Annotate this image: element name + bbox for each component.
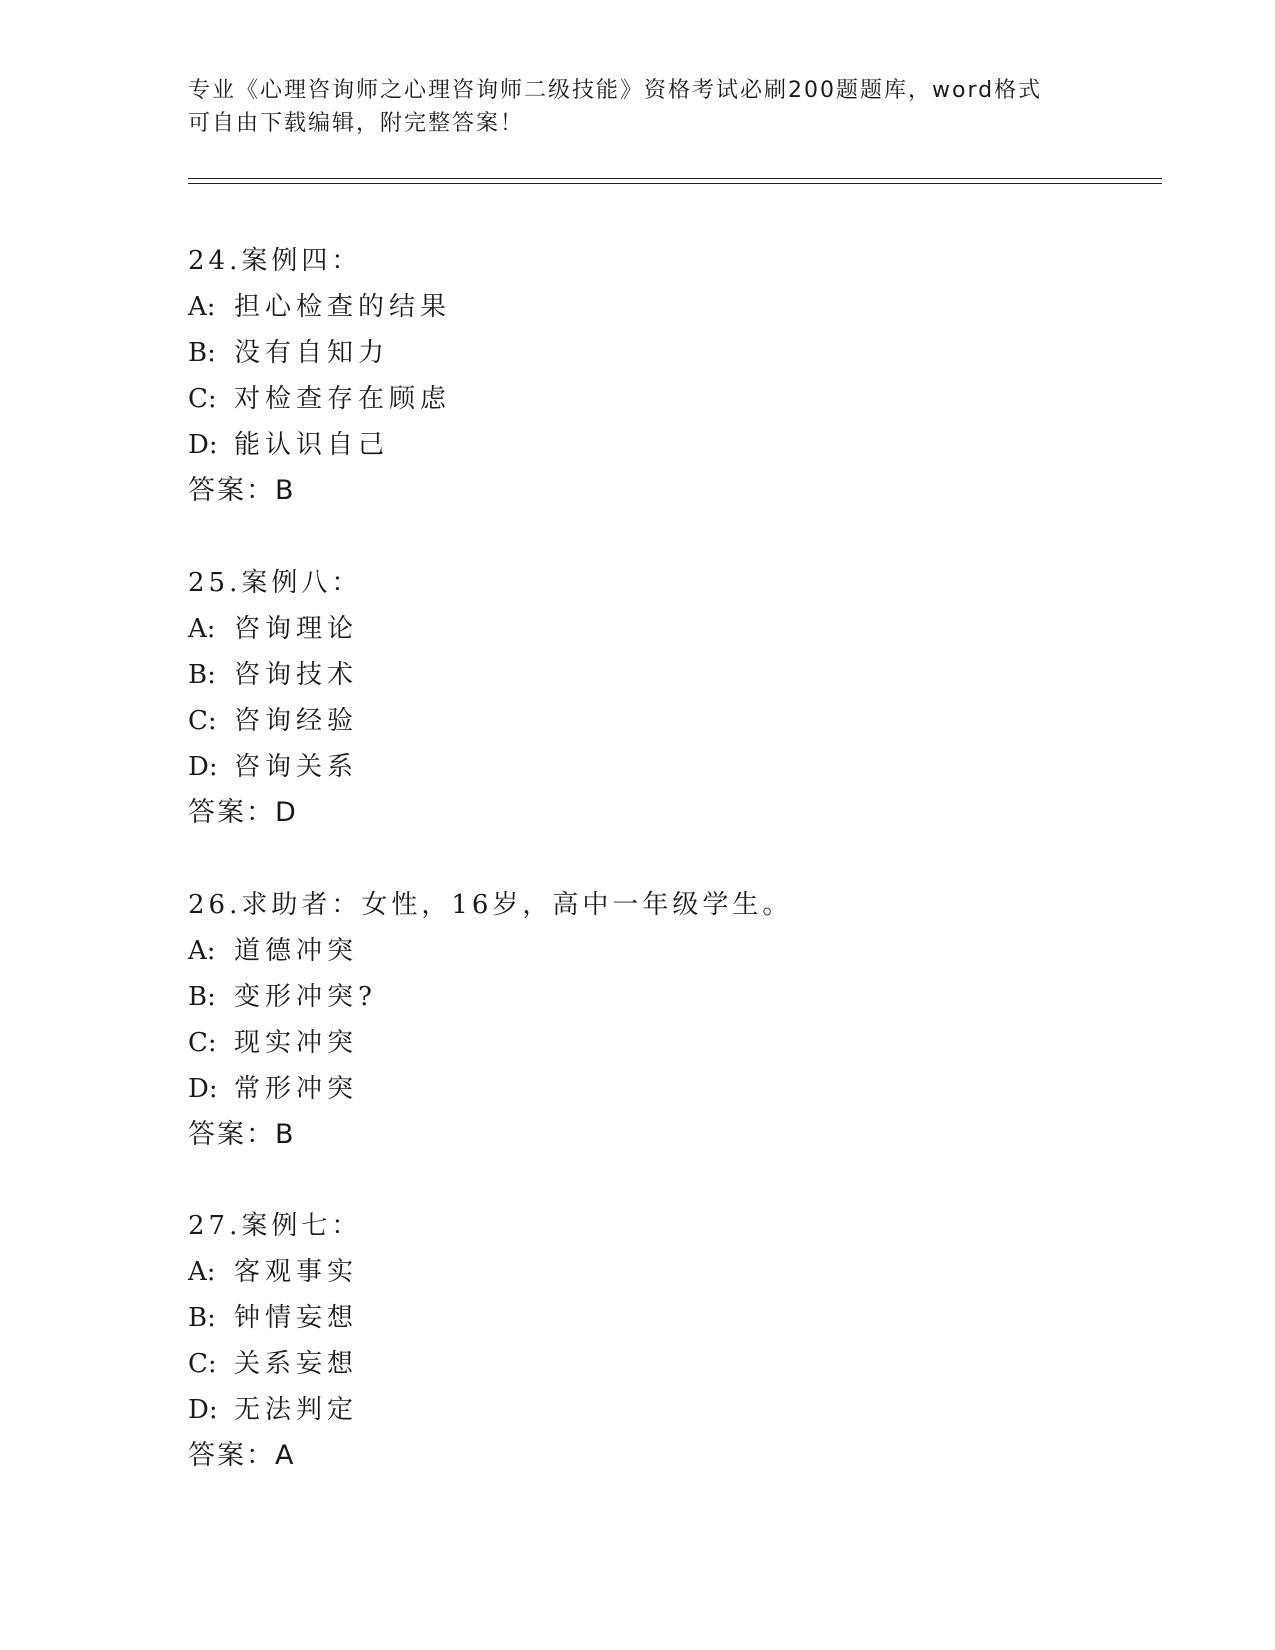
option-text: 道德冲突 <box>234 936 359 966</box>
option-text: 钟情妄想 <box>234 1303 359 1333</box>
option-b <box>188 652 1162 698</box>
option-text: 现实冲突 <box>234 1028 359 1058</box>
option-text: 对检查存在顾虑 <box>234 384 452 414</box>
option-letter: D: <box>188 1074 218 1104</box>
option-d <box>188 1066 1162 1112</box>
option-letter: A: <box>188 1257 216 1287</box>
question-25 <box>188 560 1162 836</box>
option-letter: B: <box>188 1303 216 1333</box>
option-c <box>188 1341 1162 1387</box>
answer-line: 答案：A <box>188 1440 296 1471</box>
option-c <box>188 376 1162 422</box>
option-c <box>188 1020 1162 1066</box>
option-d <box>188 1387 1162 1433</box>
option-a <box>188 284 1162 330</box>
question-stem: 25.案例八： <box>188 568 362 598</box>
header-divider-bottom <box>188 183 1162 184</box>
option-letter: D: <box>188 430 218 460</box>
option-a <box>188 1249 1162 1295</box>
option-a <box>188 606 1162 652</box>
option-letter: A: <box>188 614 216 644</box>
option-text: 担心检查的结果 <box>234 292 452 322</box>
answer-line: 答案：D <box>188 797 298 828</box>
question-24 <box>188 238 1162 514</box>
question-stem: 27.案例七： <box>188 1211 362 1241</box>
option-letter: C: <box>188 1028 217 1058</box>
option-letter: A: <box>188 292 216 322</box>
option-text: 变形冲突? <box>234 982 377 1012</box>
question-27 <box>188 1203 1162 1479</box>
option-text: 客观事实 <box>234 1257 359 1287</box>
option-letter: C: <box>188 1349 217 1379</box>
option-text: 能认识自己 <box>234 430 390 460</box>
option-letter: B: <box>188 982 216 1012</box>
option-text: 咨询经验 <box>234 706 359 736</box>
question-stem: 24.案例四： <box>188 246 362 276</box>
question-stem: 26.求助者：女性，16岁，高中一年级学生。 <box>188 890 793 920</box>
option-text: 没有自知力 <box>234 338 390 368</box>
answer-line: 答案：B <box>188 1119 296 1150</box>
header-divider-top <box>188 178 1162 179</box>
option-letter: A: <box>188 936 216 966</box>
option-b <box>188 1295 1162 1341</box>
option-letter: D: <box>188 1395 218 1425</box>
option-a <box>188 928 1162 974</box>
option-text: 关系妄想 <box>234 1349 359 1379</box>
option-letter: B: <box>188 338 216 368</box>
option-d <box>188 422 1162 468</box>
option-letter: B: <box>188 660 216 690</box>
option-b <box>188 330 1162 376</box>
option-text: 咨询关系 <box>234 752 359 782</box>
option-text: 咨询理论 <box>234 614 359 644</box>
option-letter: D: <box>188 752 218 782</box>
option-letter: C: <box>188 706 217 736</box>
header-line-2: 可自由下载编辑，附完整答案！ <box>188 111 525 136</box>
answer-line: 答案：B <box>188 475 296 506</box>
option-b <box>188 974 1162 1020</box>
option-text: 常形冲突 <box>234 1074 359 1104</box>
option-letter: C: <box>188 384 217 414</box>
document-header <box>188 74 1088 140</box>
option-text: 无法判定 <box>234 1395 359 1425</box>
option-c <box>188 698 1162 744</box>
option-text: 咨询技术 <box>234 660 359 690</box>
option-d <box>188 744 1162 790</box>
header-line-1: 专业《心理咨询师之心理咨询师二级技能》资格考试必刷200题题库，word格式 <box>188 78 1043 103</box>
question-26 <box>188 882 1162 1158</box>
